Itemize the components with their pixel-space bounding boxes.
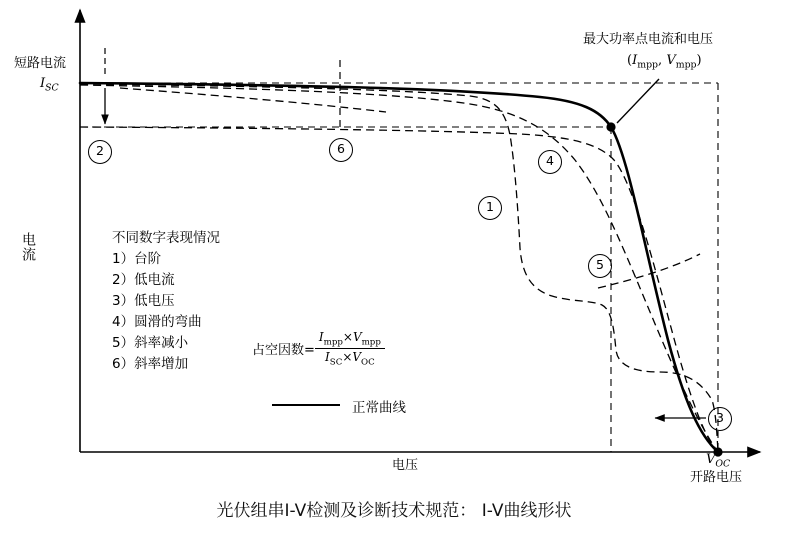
notes-item-1: 1）台阶 — [112, 250, 162, 267]
y-axis-title: 电流 — [20, 232, 36, 262]
notes-block — [112, 228, 220, 374]
mpp-annotation-symbols: ($I_{mpp}$, $V_{mpp}$) — [627, 53, 702, 71]
notes-item-2: 2）低电流 — [112, 271, 175, 288]
figure-caption: 光伏组串I-V检测及诊断技术规范： I-V曲线形状 — [216, 501, 572, 521]
fill-factor-formula — [252, 330, 385, 368]
isc-label-symbol: $I_{SC}$ — [40, 76, 59, 94]
legend-swatch-normal-curve — [272, 404, 340, 406]
mpp-point-dot — [606, 122, 615, 131]
mpp-annotation-title: 最大功率点电流和电压 — [583, 32, 714, 47]
voc-label-symbol: $V_{OC}$ — [706, 452, 731, 470]
marker-6: 6 — [329, 138, 353, 162]
notes-item-6: 6）斜率增加 — [112, 355, 189, 372]
series-slope-increase — [120, 88, 386, 112]
marker-2: 2 — [88, 140, 112, 164]
notes-item-4: 4）圆滑的弯曲 — [112, 313, 202, 330]
legend-label-normal-curve: 正常曲线 — [352, 400, 406, 416]
marker-3: 3 — [708, 407, 732, 431]
marker-5: 5 — [588, 254, 612, 278]
notes-item-3: 3）低电压 — [112, 292, 175, 309]
marker-1: 1 — [478, 196, 502, 220]
x-axis-title: 电压 — [392, 458, 419, 473]
isc-label-text: 短路电流 — [14, 56, 67, 71]
voc-label-text: 开路电压 — [690, 470, 743, 485]
notes-item-5: 5）斜率减小 — [112, 334, 189, 351]
notes-heading: 不同数字表现情况 — [112, 230, 220, 246]
fill-factor-label: 占空因数= — [252, 343, 315, 359]
fill-factor-fraction: $\frac{I_{mpp}\times V_{mpp}}{I_{SC}\times V_{OC}}$ — [315, 330, 385, 368]
mpp-leader-line — [617, 79, 659, 123]
marker-4: 4 — [538, 150, 562, 174]
